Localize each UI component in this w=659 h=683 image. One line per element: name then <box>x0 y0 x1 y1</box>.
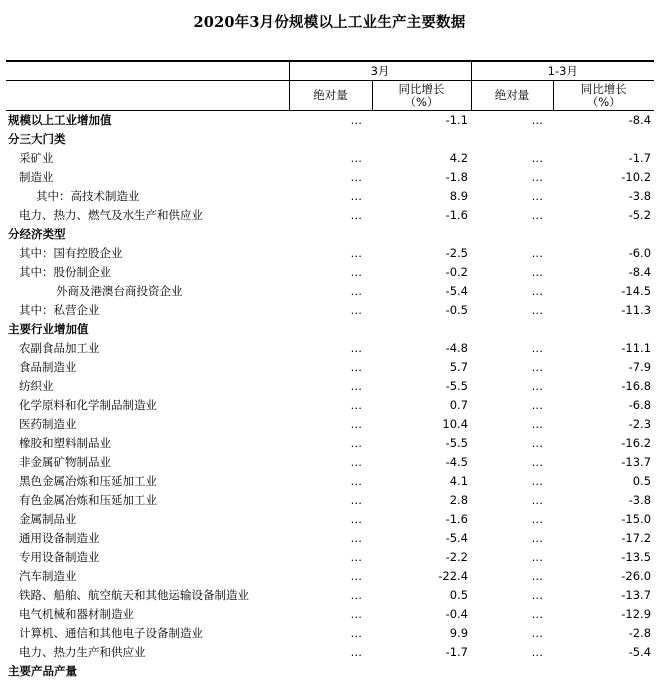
header-yoy-line2: （%） <box>404 94 439 109</box>
row-label: 其中：高技术制造业 <box>36 189 140 203</box>
cell-march-yoy: 5.7 <box>449 360 469 374</box>
cell-q1-yoy <box>553 320 654 339</box>
table-row <box>6 567 654 586</box>
cell-q1-absolute: … <box>531 151 544 165</box>
cell-q1-yoy: -15.0 <box>621 512 652 526</box>
row-label: 纺织业 <box>19 379 54 393</box>
header-abs-q1: 绝对量 <box>471 81 553 111</box>
table-row <box>6 396 654 415</box>
table-row <box>6 472 654 491</box>
cell-q1-yoy: -2.8 <box>628 626 652 640</box>
cell-march-absolute: … <box>350 588 362 602</box>
cell-march-absolute: … <box>350 607 362 621</box>
cell-march-absolute: … <box>350 208 362 222</box>
row-label: 黑色金属冶炼和压延加工业 <box>19 474 157 488</box>
cell-q1-absolute: … <box>531 303 544 317</box>
header-yoy-line1: 同比增长 <box>398 81 445 96</box>
cell-march-yoy: -0.4 <box>445 607 469 621</box>
cell-q1-yoy: -16.2 <box>621 436 652 450</box>
cell-march-absolute: … <box>350 417 362 431</box>
cell-q1-absolute: … <box>531 607 544 621</box>
cell-march-yoy: -1.7 <box>445 645 469 659</box>
cell-q1-absolute: … <box>531 341 544 355</box>
cell-march-absolute: … <box>350 512 362 526</box>
header-yoy-line1: 同比增长 <box>580 81 627 96</box>
row-label: 其中：股份制企业 <box>19 265 111 279</box>
cell-march-absolute: … <box>350 284 362 298</box>
header-blank <box>6 81 289 111</box>
table-row <box>6 263 654 282</box>
cell-march-yoy <box>372 225 471 244</box>
cell-march-absolute: … <box>350 303 362 317</box>
row-label: 电力、热力生产和供应业 <box>19 645 146 659</box>
table-row <box>6 605 654 624</box>
category-row <box>6 662 654 681</box>
cell-q1-yoy: -13.7 <box>621 455 652 469</box>
table-row <box>6 358 654 377</box>
category-row <box>6 225 654 244</box>
cell-q1-absolute: … <box>531 531 544 545</box>
cell-march-absolute: … <box>350 455 362 469</box>
row-label: 金属制品业 <box>19 512 77 526</box>
cell-q1-yoy: -8.4 <box>628 265 652 279</box>
cell-march-yoy <box>372 130 471 149</box>
cell-march-absolute: … <box>350 360 362 374</box>
table-body <box>6 111 654 682</box>
table-row <box>6 586 654 605</box>
table-row <box>6 491 654 510</box>
category-row <box>6 130 654 149</box>
row-label: 其中：私营企业 <box>19 303 100 317</box>
row-label: 非金属矿物制品业 <box>19 455 111 469</box>
row-label: 食品制造业 <box>19 360 77 374</box>
row-label: 电气机械和器材制造业 <box>19 607 134 621</box>
row-label: 计算机、通信和其他电子设备制造业 <box>19 626 203 640</box>
cell-march-yoy: 2.8 <box>449 493 469 507</box>
page-title: 2020年3月份规模以上工业生产主要数据 <box>193 14 466 31</box>
cell-march-absolute: … <box>350 189 362 203</box>
cell-march-absolute: … <box>350 113 362 127</box>
cell-q1-yoy: -16.8 <box>621 379 652 393</box>
cell-march-yoy: -2.5 <box>445 246 469 260</box>
cell-march-absolute <box>289 130 372 149</box>
cell-q1-absolute <box>471 320 553 339</box>
table-row <box>6 187 654 206</box>
cell-march-absolute: … <box>350 170 362 184</box>
cell-march-absolute: … <box>350 436 362 450</box>
cell-q1-yoy: -13.5 <box>621 550 652 564</box>
cell-q1-absolute <box>471 662 553 681</box>
cell-q1-absolute: … <box>531 398 544 412</box>
cell-march-yoy: -4.5 <box>445 455 469 469</box>
table-row <box>6 434 654 453</box>
cell-q1-yoy: -3.8 <box>628 189 652 203</box>
row-label: 其中：国有控股企业 <box>19 246 123 260</box>
cell-march-absolute: … <box>350 626 362 640</box>
cell-q1-yoy: -3.8 <box>628 493 652 507</box>
cell-q1-absolute: … <box>531 189 544 203</box>
cell-march-yoy: -22.4 <box>438 569 469 583</box>
row-label: 农副食品加工业 <box>19 341 100 355</box>
cell-q1-absolute: … <box>531 360 544 374</box>
data-table <box>6 60 654 681</box>
cell-march-absolute: … <box>350 493 362 507</box>
cell-march-yoy: 8.9 <box>449 189 469 203</box>
cell-q1-yoy: -17.2 <box>621 531 652 545</box>
cell-march-absolute: … <box>350 379 362 393</box>
cell-q1-absolute: … <box>531 474 544 488</box>
cell-march-yoy: -1.8 <box>445 170 469 184</box>
row-label: 制造业 <box>19 170 54 184</box>
cell-march-absolute: … <box>350 550 362 564</box>
cell-q1-yoy <box>553 225 654 244</box>
table-row <box>6 643 654 662</box>
cell-q1-yoy: -8.4 <box>628 113 652 127</box>
cell-march-yoy: -2.2 <box>445 550 469 564</box>
cell-q1-absolute: … <box>531 493 544 507</box>
cell-march-yoy: 4.1 <box>449 474 469 488</box>
cell-march-yoy <box>372 662 471 681</box>
row-label: 规模以上工业增加值 <box>8 113 112 127</box>
cell-q1-yoy <box>553 130 654 149</box>
cell-q1-absolute: … <box>531 417 544 431</box>
cell-march-yoy: -1.6 <box>445 512 469 526</box>
cell-q1-yoy: -26.0 <box>621 569 652 583</box>
cell-q1-yoy: -7.9 <box>628 360 652 374</box>
cell-march-absolute <box>289 225 372 244</box>
header-row-periods <box>6 61 654 81</box>
cell-q1-absolute: … <box>531 379 544 393</box>
header-period-q1: 1-3月 <box>471 61 654 81</box>
table-row <box>6 244 654 263</box>
row-label: 分三大门类 <box>8 132 66 146</box>
header-abs-march: 绝对量 <box>289 81 372 111</box>
table-row <box>6 624 654 643</box>
row-label: 主要产品产量 <box>8 664 77 678</box>
cell-march-yoy: 10.4 <box>442 417 469 431</box>
cell-march-yoy: -4.8 <box>445 341 469 355</box>
cell-march-yoy: -5.5 <box>445 436 469 450</box>
table-row <box>6 453 654 472</box>
cell-q1-absolute: … <box>531 550 544 564</box>
row-label: 外商及港澳台商投资企业 <box>56 284 183 298</box>
cell-q1-yoy: 0.5 <box>632 474 652 488</box>
row-label: 电力、热力、燃气及水生产和供应业 <box>19 208 203 222</box>
cell-march-yoy: -0.5 <box>445 303 469 317</box>
table-row <box>6 548 654 567</box>
cell-q1-yoy: -12.9 <box>621 607 652 621</box>
cell-q1-yoy: -13.7 <box>621 588 652 602</box>
header-yoy-line2: （%） <box>586 94 621 109</box>
cell-q1-yoy <box>553 662 654 681</box>
cell-q1-yoy: -6.8 <box>628 398 652 412</box>
table-row <box>6 377 654 396</box>
row-label: 采矿业 <box>19 151 54 165</box>
header-period-march: 3月 <box>289 61 471 81</box>
cell-march-yoy: 9.9 <box>449 626 469 640</box>
table-row <box>6 168 654 187</box>
cell-q1-absolute <box>471 225 553 244</box>
row-label: 有色金属冶炼和压延加工业 <box>19 493 157 507</box>
cell-march-yoy: 4.2 <box>449 151 469 165</box>
cell-q1-absolute: … <box>531 645 544 659</box>
table-row <box>6 510 654 529</box>
cell-march-absolute: … <box>350 341 362 355</box>
cell-march-yoy: -0.2 <box>445 265 469 279</box>
cell-q1-absolute: … <box>531 436 544 450</box>
table-row <box>6 301 654 320</box>
table-row <box>6 206 654 225</box>
cell-q1-absolute: … <box>531 455 544 469</box>
category-row <box>6 111 654 131</box>
header-blank <box>6 61 289 81</box>
cell-q1-absolute: … <box>531 626 544 640</box>
cell-q1-yoy: -5.2 <box>628 208 652 222</box>
cell-q1-yoy: -14.5 <box>621 284 652 298</box>
row-label: 化学原料和化学制品制造业 <box>19 398 157 412</box>
table-row <box>6 149 654 168</box>
cell-march-yoy: -5.5 <box>445 379 469 393</box>
cell-q1-absolute: … <box>531 512 544 526</box>
cell-q1-absolute <box>471 130 553 149</box>
row-label: 通用设备制造业 <box>19 531 100 545</box>
cell-q1-absolute: … <box>531 208 544 222</box>
category-row <box>6 320 654 339</box>
cell-q1-yoy: -11.3 <box>621 303 652 317</box>
cell-march-yoy: -1.1 <box>445 113 469 127</box>
row-label: 橡胶和塑料制品业 <box>19 436 111 450</box>
row-label: 专用设备制造业 <box>19 550 100 564</box>
cell-q1-yoy: -2.3 <box>628 417 652 431</box>
cell-q1-absolute: … <box>531 265 544 279</box>
cell-q1-yoy: -11.1 <box>621 341 652 355</box>
cell-march-absolute: … <box>350 569 362 583</box>
cell-q1-absolute: … <box>531 284 544 298</box>
header-yoy-q1 <box>553 81 654 111</box>
table-row <box>6 415 654 434</box>
cell-march-absolute: … <box>350 531 362 545</box>
cell-march-absolute <box>289 320 372 339</box>
cell-march-absolute: … <box>350 474 362 488</box>
table-row <box>6 282 654 301</box>
cell-march-yoy: 0.7 <box>449 398 469 412</box>
cell-q1-absolute: … <box>531 569 544 583</box>
cell-q1-yoy: -1.7 <box>628 151 652 165</box>
cell-march-absolute: … <box>350 151 362 165</box>
row-label: 铁路、船舶、航空航天和其他运输设备制造业 <box>19 588 249 602</box>
cell-q1-absolute: … <box>531 113 544 127</box>
row-label: 分经济类型 <box>8 227 66 241</box>
cell-q1-yoy: -5.4 <box>628 645 652 659</box>
row-label: 汽车制造业 <box>19 569 77 583</box>
cell-q1-absolute: … <box>531 170 544 184</box>
cell-march-absolute <box>289 662 372 681</box>
cell-q1-absolute: … <box>531 588 544 602</box>
table-row <box>6 339 654 358</box>
cell-march-absolute: … <box>350 645 362 659</box>
row-label: 主要行业增加值 <box>8 322 89 336</box>
cell-march-absolute: … <box>350 265 362 279</box>
table-row <box>6 529 654 548</box>
cell-march-yoy: -5.4 <box>445 284 469 298</box>
cell-march-absolute: … <box>350 398 362 412</box>
header-row-columns <box>6 81 654 111</box>
cell-q1-yoy: -10.2 <box>621 170 652 184</box>
cell-march-yoy: -1.6 <box>445 208 469 222</box>
cell-march-yoy: 0.5 <box>449 588 469 602</box>
cell-march-yoy <box>372 320 471 339</box>
header-yoy-march <box>372 81 471 111</box>
cell-q1-yoy: -6.0 <box>628 246 652 260</box>
row-label: 医药制造业 <box>19 417 77 431</box>
cell-q1-absolute: … <box>531 246 544 260</box>
cell-march-absolute: … <box>350 246 362 260</box>
cell-march-yoy: -5.4 <box>445 531 469 545</box>
